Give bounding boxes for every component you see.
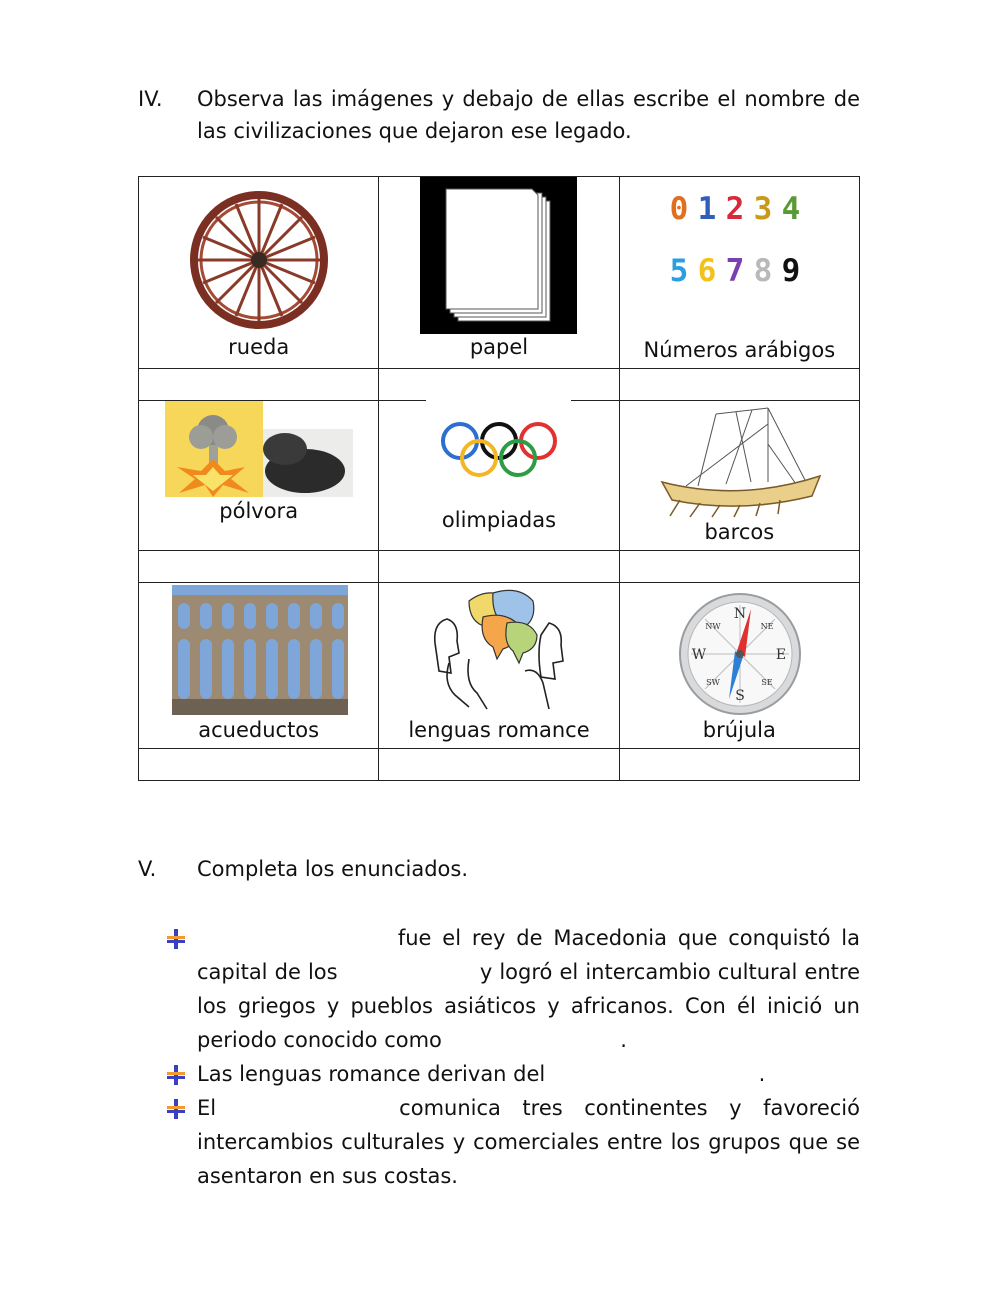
statement-1 <box>165 921 860 1057</box>
statement-3-part2: comunica tres continentes y favoreció intercambios culturales y comerciales entre los grupos que se asentaron en sus costas. <box>197 1096 860 1188</box>
olympic-rings-image <box>426 399 571 499</box>
statement-3-part1: El <box>197 1096 217 1120</box>
numeral-digit: 8 <box>753 253 773 289</box>
caption-numeros: Números arábigos <box>643 338 836 362</box>
section-iv-text: Observa las imágenes y debajo de ellas escribe el nombre de las civilizaciones que dejaron ese legado. <box>197 87 860 143</box>
paper-stack-image <box>420 177 577 334</box>
compass-w: W <box>691 647 706 663</box>
caption-acueductos: acueductos <box>198 718 320 742</box>
compass-n: N <box>733 606 746 622</box>
answer-cell-polvora[interactable] <box>139 551 379 583</box>
answer-cell-brujula[interactable] <box>619 749 859 781</box>
statement-3 <box>165 1091 860 1193</box>
cell-olimpiadas <box>379 401 619 551</box>
statements-list <box>165 921 860 1193</box>
speech-bubbles-image <box>429 583 569 715</box>
cell-acueductos <box>139 583 379 749</box>
wagon-wheel-image <box>189 187 329 332</box>
bullet-cross-icon <box>165 1065 187 1085</box>
answer-cell-olimpiadas[interactable] <box>379 551 619 583</box>
answer-cell-numeros[interactable] <box>619 369 859 401</box>
statement-2-end: . <box>758 1062 766 1086</box>
section-v-text: Completa los enunciados. <box>197 857 469 881</box>
compass-s: S <box>734 688 745 704</box>
answer-cell-acueductos[interactable] <box>139 749 379 781</box>
answer-cell-barcos[interactable] <box>619 551 859 583</box>
cell-brujula <box>619 583 859 749</box>
statement-1-part2: y logró el intercambio cultural entre los griegos y pueblos asiáticos y africanos. Con él inició un periodo conocido como <box>197 960 860 1052</box>
cell-papel <box>379 177 619 369</box>
arabic-numerals-image <box>670 191 810 289</box>
section-v-instruction <box>138 853 860 885</box>
caption-brujula: brújula <box>702 718 776 742</box>
numeral-digit: 7 <box>725 253 745 289</box>
cell-numeros <box>619 177 859 369</box>
statement-1-part1: fue el rey de Macedonia que conquistó la capital de los <box>197 926 860 984</box>
numeral-digit: 2 <box>725 191 745 227</box>
statement-1-end: . <box>620 1028 627 1052</box>
bullet-cross-icon <box>165 929 187 949</box>
compass-nw: NW <box>705 622 721 631</box>
compass-image <box>677 591 803 717</box>
numeral-digit: 9 <box>781 253 801 289</box>
caption-olimpiadas: olimpiadas <box>441 508 557 532</box>
section-v-numeral: V. <box>138 857 157 881</box>
caption-papel: papel <box>469 335 529 359</box>
bullet-cross-icon <box>165 1099 187 1119</box>
compass-e: E <box>775 647 786 663</box>
roman-aqueduct-image <box>172 585 348 715</box>
numeral-digit: 1 <box>697 191 717 227</box>
answer-cell-papel[interactable] <box>379 369 619 401</box>
ancient-ship-image <box>656 404 824 518</box>
numeral-digit: 6 <box>697 253 717 289</box>
cell-barcos <box>619 401 859 551</box>
caption-lenguas: lenguas romance <box>408 718 590 742</box>
numeral-digit: 5 <box>669 253 689 289</box>
section-iv-instruction <box>138 83 860 147</box>
statement-2-part1: Las lenguas romance derivan del <box>197 1062 546 1086</box>
numeral-digit: 4 <box>781 191 801 227</box>
cell-lenguas <box>379 583 619 749</box>
caption-barcos: barcos <box>704 520 775 544</box>
caption-rueda: rueda <box>228 335 290 359</box>
gunpowder-image <box>165 401 353 497</box>
compass-sw: SW <box>705 678 720 687</box>
answer-cell-lenguas[interactable] <box>379 749 619 781</box>
legacy-table <box>138 176 860 781</box>
numeral-digit: 3 <box>753 191 773 227</box>
numeral-digit: 0 <box>669 191 689 227</box>
compass-se: SE <box>760 678 773 687</box>
cell-polvora <box>139 401 379 551</box>
numerals-row-bottom <box>670 253 810 289</box>
cell-rueda <box>139 177 379 369</box>
numerals-row-top <box>670 191 810 253</box>
statement-2 <box>165 1057 860 1091</box>
compass-ne: NE <box>760 622 774 631</box>
section-iv-numeral: IV. <box>138 87 163 111</box>
answer-cell-rueda[interactable] <box>139 369 379 401</box>
caption-polvora: pólvora <box>219 499 299 523</box>
